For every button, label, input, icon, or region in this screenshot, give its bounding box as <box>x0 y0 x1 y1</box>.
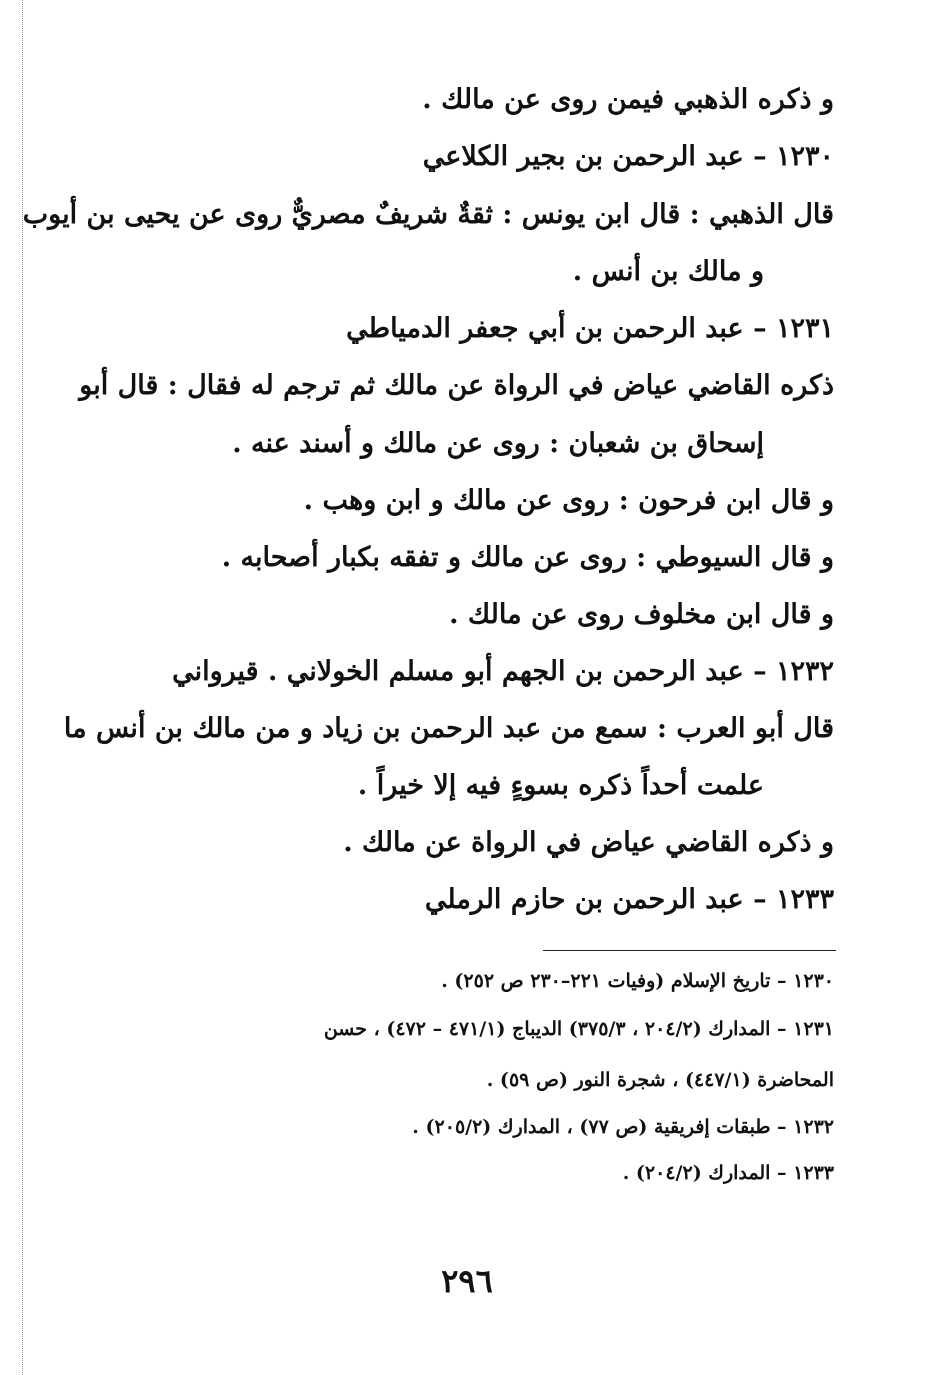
body-line: و قال ابن مخلوف روى عن مالك . <box>449 599 834 630</box>
footnote-separator <box>543 950 836 951</box>
body-line: ذكره القاضي عياض في الرواة عن مالك ثم ترجم له فقال : قال أبو <box>79 370 834 401</box>
footnote-1232: ١٢٣٢ – طبقات إفريقية (ص ٧٧) ، المدارك (٢٠٥/٢) . <box>412 1116 834 1138</box>
body-line: و ذكره القاضي عياض في الرواة عن مالك . <box>343 827 834 858</box>
entry-heading-1232: ١٢٣٢ – عبد الرحمن بن الجهم أبو مسلم الخولاني . قيرواني <box>172 656 834 687</box>
body-line: قال أبو العرب : سمع من عبد الرحمن بن زياد و من مالك بن أنس ما <box>63 713 834 744</box>
entry-heading-1230: ١٢٣٠ – عبد الرحمن بن بجير الكلاعي <box>422 141 834 172</box>
footnote-1231-cont: المحاضرة (٤٤٧/١) ، شجرة النور (ص ٥٩) . <box>486 1069 834 1091</box>
body-line: علمت أحداً ذكره بسوءٍ فيه إلا خيراً . <box>357 770 764 801</box>
page-number: ٢٩٦ <box>441 1262 493 1300</box>
body-line: قال الذهبي : قال ابن يونس : ثقةٌ شريفٌ مصريٌّ روى عن يحيى بن أيوب <box>22 199 834 230</box>
body-line: إسحاق بن شعبان : روى عن مالك و أسند عنه . <box>232 428 764 459</box>
footnote-1230: ١٢٣٠ – تاريخ الإسلام (وفيات ٢٢١–٢٣٠ ص ٢٥٢) . <box>441 970 834 992</box>
body-line: و قال السيوطي : روى عن مالك و تفقه بكبار أصحابه . <box>221 542 834 573</box>
entry-heading-1231: ١٢٣١ – عبد الرحمن بن أبي جعفر الدمياطي <box>346 313 834 344</box>
entry-heading-1233: ١٢٣٣ – عبد الرحمن بن حازم الرملي <box>424 884 834 915</box>
body-line: و قال ابن فرحون : روى عن مالك و ابن وهب . <box>303 485 834 516</box>
body-line: و ذكره الذهبي فيمن روى عن مالك . <box>422 84 834 115</box>
body-line: و مالك بن أنس . <box>572 256 764 287</box>
footnote-1233: ١٢٣٣ – المدارك (٢٠٤/٢) . <box>622 1162 834 1184</box>
footnote-1231: ١٢٣١ – المدارك (٢٠٤/٢ ، ٣٧٥/٣) الديباج (٤٧١/١ – ٤٧٢) ، حسن <box>323 1018 834 1040</box>
